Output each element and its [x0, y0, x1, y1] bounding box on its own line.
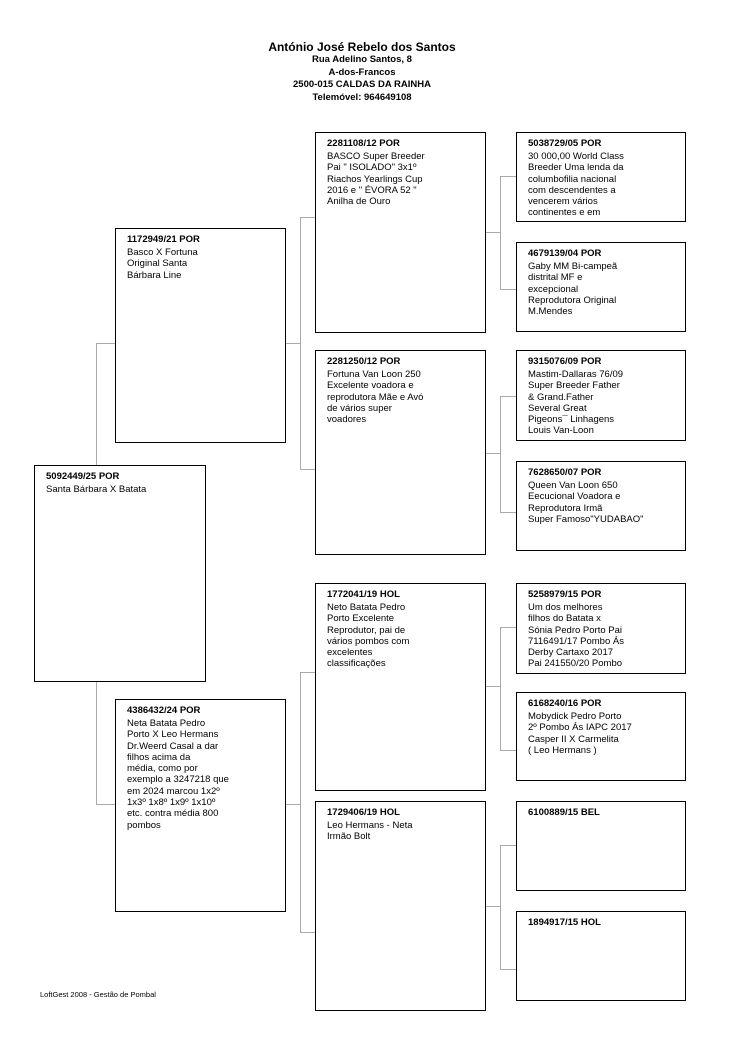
ring-number: 2281108/12 POR [327, 138, 400, 149]
connector-line [485, 453, 501, 454]
ring-number: 1894917/15 HOL [528, 917, 601, 928]
pigeon-card-sire-sire [315, 132, 486, 333]
connector-line [500, 750, 516, 751]
ring-number: 1172949/21 POR [127, 234, 200, 245]
connector-line [96, 682, 97, 804]
connector-line [300, 217, 315, 218]
connector-line [96, 343, 97, 465]
ring-number: 4679139/04 POR [528, 248, 602, 259]
connector-line [300, 932, 315, 933]
ring-number: 2281250/12 POR [327, 356, 401, 367]
connector-line [500, 845, 501, 969]
pigeon-description: Gaby MM Bi-campeã distrital MF e excepcional Reprodutora Original M.Mendes [528, 261, 618, 318]
pigeon-card-ds-dam [516, 692, 686, 781]
pigeon-card-ss-sire [516, 132, 686, 222]
ring-number: 5038729/05 POR [528, 138, 602, 149]
connector-line [285, 343, 301, 344]
connector-line [485, 906, 501, 907]
breeder-street: Rua Adelino Santos, 8 [312, 54, 412, 65]
pigeon-description: Um dos melhores filhos do Batata x Sónia Pedro Porto Pai 7116491/17 Pombo Ás Derby Cartaxo 2017 Pai 241550/20 Pombo [528, 602, 624, 670]
ring-number: 4386432/24 POR [127, 705, 201, 716]
connector-line [500, 289, 516, 290]
ring-number: 1729406/19 HOL [327, 807, 400, 818]
breeder-postal-code: 2500-015 CALDAS DA RAINHA [293, 79, 431, 90]
connector-line [500, 627, 516, 628]
pigeon-card-dd-sire [516, 801, 686, 891]
ring-number: 7628650/07 POR [528, 467, 602, 478]
ring-number: 6100889/15 BEL [528, 807, 600, 818]
pigeon-description: Basco X Fortuna Original Santa Bárbara Line [127, 247, 198, 281]
pigeon-description: Neta Batata Pedro Porto X Leo Hermans Dr.Weerd Casal a dar filhos acima da média, como por exemplo a 3247218 que em 2024 marcou 1x2º 1x3º 1x8º 1x9º 1x10º etc. contra média 800 pombos [127, 718, 229, 831]
connector-line [300, 672, 301, 932]
pigeon-card-dam [115, 699, 286, 912]
pigeon-card-sd-sire [516, 350, 686, 441]
pigeon-description: Santa Bárbara X Batata [46, 484, 147, 495]
pigeon-description: Mastim-Dallaras 76/09 Super Breeder Father & Grand.Father Several Great Pigeons¯ Linhagens Louis Van-Loon [528, 369, 624, 437]
breeder-header [0, 40, 724, 104]
connector-line [96, 343, 115, 344]
connector-line [500, 176, 516, 177]
breeder-name: António José Rebelo dos Santos [268, 40, 456, 54]
connector-line [500, 845, 516, 846]
pigeon-card-subject [34, 465, 206, 682]
pigeon-description: Queen Van Loon 650 Eecucional Voadora e Reprodutora Irmã Super Famoso"YUDABAO" [528, 480, 644, 525]
breeder-phone: Telemóvel: 964649108 [312, 91, 412, 103]
connector-line [300, 672, 315, 673]
connector-line [500, 512, 516, 513]
connector-line [485, 686, 501, 687]
pigeon-card-dam-sire [315, 583, 486, 791]
pigeon-card-ss-dam [516, 242, 686, 332]
pigeon-card-sd-dam [516, 461, 686, 551]
connector-line [300, 469, 315, 470]
ring-number: 5092449/25 POR [46, 471, 120, 482]
connector-line [500, 627, 501, 750]
ring-number: 9315076/09 POR [528, 356, 602, 367]
connector-line [96, 804, 115, 805]
connector-line [500, 396, 501, 512]
pigeon-card-sire-dam [315, 350, 486, 555]
ring-number: 1772041/19 HOL [327, 589, 400, 600]
pigeon-description: Neto Batata Pedro Porto Excelente Reprodutor, pai de vários pombos com excelentes classificações [327, 602, 410, 670]
breeder-locality: A-dos-Francos [328, 66, 396, 78]
connector-line [485, 232, 501, 233]
pigeon-description: Leo Hermans - Neta Irmão Bolt [327, 820, 413, 843]
ring-number: 6168240/16 POR [528, 698, 602, 709]
connector-line [285, 804, 301, 805]
connector-line [500, 969, 516, 970]
pigeon-description: 30 000,00 World Class Breeder Uma lenda da columbofilia nacional com descendentes a vencerem vários continentes e em [528, 151, 624, 219]
ring-number: 5258979/15 POR [528, 589, 602, 600]
footer-credit: LoftGest 2008 - Gestão de Pombal [40, 990, 156, 999]
pigeon-card-dd-dam [516, 911, 686, 1001]
pigeon-card-ds-sire [516, 583, 686, 674]
connector-line [500, 396, 516, 397]
pigeon-description: BASCO Super Breeder Pai " ISOLADO" 3x1º Riachos Yearlings Cup 2016 e " ÉVORA 52 " Anilha de Ouro [327, 151, 425, 208]
pigeon-description: Fortuna Van Loon 250 Excelente voadora e reprodutora Mãe e Avó de vários super voadores [327, 369, 424, 426]
pigeon-card-dam-dam [315, 801, 486, 1011]
pigeon-description: Mobydick Pedro Porto 2º Pombo Ás IAPC 2017 Casper II X Carmelita ( Leo Hermans ) [528, 711, 632, 756]
pigeon-card-sire [115, 228, 286, 443]
